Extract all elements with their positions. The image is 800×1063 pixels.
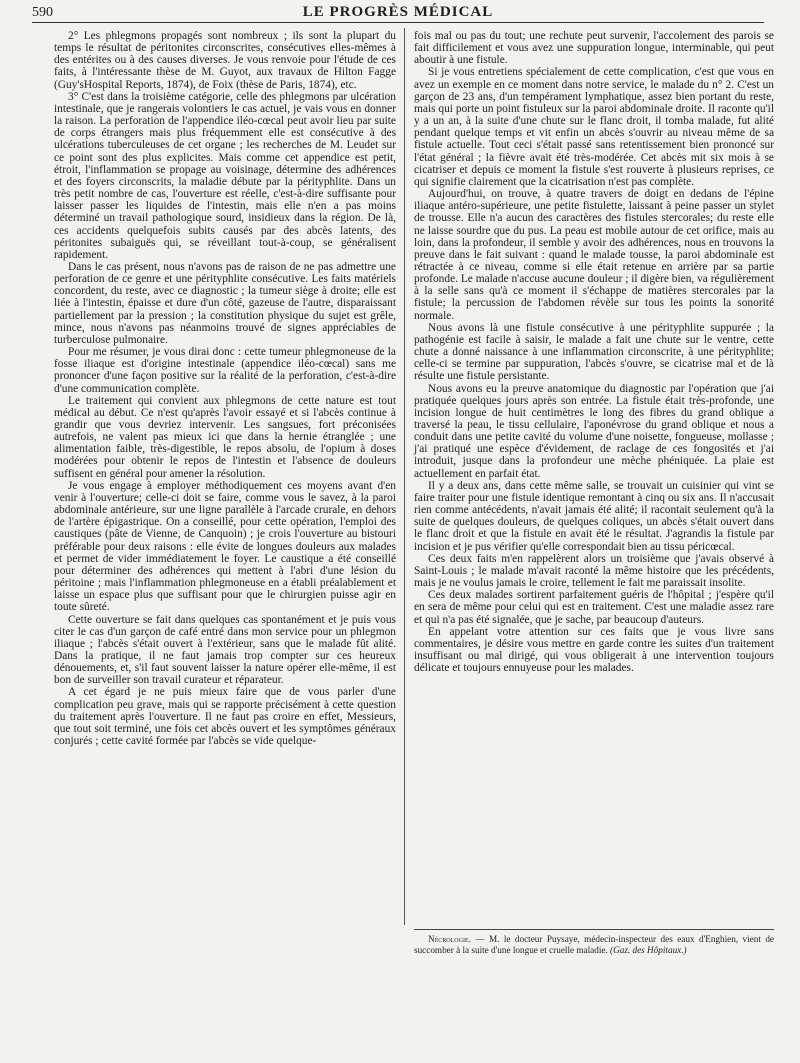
left-column	[54, 30, 396, 747]
paragraph: Nous avons là une fistule consécutive à une pérityphlite suppurée ; la pathogénie est facile à saisir, le malade a fait une chute sur le ventre, cette chute a donné naissance à une inflammation circonscrite, à une pérityphlite; celle-ci se termine par suppuration, l'abcès s'ouvre, se cicatrise mal et de là résulte une fistule persistante.	[414, 321, 774, 383]
right-column	[414, 30, 774, 674]
paragraph: fois mal ou pas du tout; une rechute peut survenir, l'accolement des parois se fait difficilement et vous avez une suppuration longue, interminable, qui peut aboutir à une fistule.	[414, 30, 774, 67]
paragraph: Ces deux faits m'en rappelèrent alors un troisième que j'avais observé à Saint-Louis ; le malade m'avait raconté la même histoire que les précédents, mais je ne voulus jamais le croire, tellement le fait me paraissait insolite.	[414, 552, 774, 590]
paragraph: 3° C'est dans la troisième catégorie, celle des phlegmons par ulcération intestinale, que je rangerais volontiers le cas actuel, je vais vous en donner la raison. La perforation de l'appendice iléo-cœcal peut avoir lieu par suite de corps étrangers mais plus fréquemment elle est consécutive à des ulcérations tuberculeuses de cet organe ; les recherches de M. Leudet sur ce point sont des plus explicites. Mais comme cet appendice est petit, étroit, l'inflammation se propage au voisinage, détermine des adhérences et des foyers circonscrits, la maladie débute par la pérityphlite. Dans un très petit nombre de cas, l'ouverture est réelle, c'est-à-dire suffisante pour laisser passer les liquides de l'intestin, mais elle n'en a pas moins déterminé un travail pathologique sourd, insidieux dans la région. De là, ces accidents quelquefois subits causés par des abcès latents, des péritonites subaiguës qui, se réveillant tout-à-coup, se généralisent rapidement.	[54, 90, 396, 261]
paragraph: Si je vous entretiens spécialement de cette complication, c'est que vous en avez un exemple en ce moment dans notre service, le malade du n° 2. C'est un garçon de 23 ans, d'un tempérament lymphatique, assez bien portant du reste, mais qui porte un point fistuleux sur la paroi abdominale droite. Il raconte qu'il y a un an, à la suite d'une chute sur le flanc droit, il tomba malade, fut alité pendant quelque temps et vit enfin un abcès s'ouvrir au niveau même de sa fistule actuelle. Tout ceci s'était passé sans retentissement bien prononcé sur l'état général ; la fièvre avait été très-modérée. Cet abcès mit six mois à se cicatriser et depuis ce moment la fistule s'est rouverte à plusieurs reprises, ce qui signifie clairement que la cicatrisation n'est pas complète.	[414, 66, 774, 188]
paragraph: A cet égard je ne puis mieux faire que de vous parler d'une complication peu grave, mais qui se rapporte précisément à cette question du traitement après l'ouverture. Il ne faut pas croire en effet, Messieurs, que tout soit terminé, une fois cet abcès ouvert et les symptômes généraux conjurés ; cette cavité formée par l'abcès se vide quelque-	[54, 686, 396, 748]
paragraph: Nous avons eu la preuve anatomique du diagnostic par l'opération que j'ai pratiquée quelques jours après son entrée. La fistule était très-profonde, une incision longue de huit centimètres le long des fibres du grand oblique a traversé la peau, le tissu cellulaire, l'aponévrose du grand oblique et nous a conduit dans une petite cavité du volume d'une noisette, fongueuse, mollasse ; j'ai pratiqué une espèce d'évidement, de raclage de ces fongosités et j'ai introduit, jusque dans la profondeur une mèche phéniquée. La plaie est actuellement en parfait état.	[414, 382, 774, 480]
section-divider	[414, 929, 774, 930]
journal-title: LE PROGRÈS MÉDICAL	[302, 4, 494, 20]
paragraph: En appelant votre attention sur ces faits que je vous livre sans commentaires, je désire vous mettre en garde contre les suites d'un traitement insuffisant ou mal dirigé, qui vous obligerait à une intervention toujours délicate et toujours ennuyeuse pour les malades.	[414, 625, 774, 675]
paragraph: Cette ouverture se fait dans quelques cas spontanément et je puis vous citer le cas d'un garçon de café entré dans mon service pour un phlegmon iliaque ; l'abcès s'était ouvert à l'extérieur, sans que le malade fût alité. Dans la pratique, il ne faut jamais trop compter sur ces heureux dénouements, et, s'il faut souvent laisser la nature opérer elle-même, il est bon de surveiller son travail curateur et réparateur.	[54, 613, 396, 687]
necrology-note	[414, 934, 774, 956]
column-divider	[404, 28, 405, 925]
paragraph: Aujourd'hui, on trouve, à quatre travers de doigt en dedans de l'épine iliaque antéro-supérieure, une petite fistulette, laissant à peine passer un stylet de trousse. Elle n'a aucun des caractères des fistules stercorales; du reste elle ne laisse sourdre que du pus. La peau est mobile autour de cet orifice, mais au loin, dans la profondeur, il semble y avoir des adhérences, nous en trouvons la preuve dans le fait suivant : quand le malade tousse, la paroi abdominale est rétractée à ce niveau, comme si elle était retenue en arrière par sa partie profonde. Le malade n'accuse aucune douleur ; il digère bien, va régulièrement à la selle sans qu'à ce moment il s'échappe de matières stercorales par la fistule; la percussion de l'abdomen révèle sur tous les points la sonorité normale.	[414, 188, 774, 322]
paragraph: Pour me résumer, je vous dirai donc : cette tumeur phlegmoneuse de la fosse iliaque est d'origine intestinale (appendice iléo-cœcal) sans me prononcer d'une façon positive sur la réalité de la perforation, c'est-à-dire d'une communication complète.	[54, 346, 396, 395]
paragraph: Dans le cas présent, nous n'avons pas de raison de ne pas admettre une perforation de ce genre et une pérityphlite consécutive. Les faits matériels concordent, du reste, avec ce diagnostic ; la tumeur siège à droite; elle est liée à l'intestin, épaisse et dure d'un côté, gazeuse de l'autre, disparaissant partiellement par la pression ; la constitution physique du sujet est grêle, mince, nous n'avons pas néanmoins trouvé de signes appréciables de turberculose pulmonaire.	[54, 260, 396, 346]
page-header	[32, 4, 764, 23]
paragraph: Il y a deux ans, dans cette même salle, se trouvait un cuisinier qui vint se faire traiter pour une fistule identique remontant à cinq ou six ans. Il n'accusait rien comme antécédents, n'avait jamais été alité; il racontait seulement qu'à la suite de quelques douleurs, de quelques coliques, un abcès s'était ouvert dans le flanc droit et que la fistule en avait été le résultat. J'agrandis la fistule par incision et je pus vérifier qu'elle correspondait bien au tissu péricœcal.	[414, 479, 774, 553]
paragraph: 2° Les phlegmons propagés sont nombreux ; ils sont la plupart du temps le résultat de péritonites circonscrites, consécutives elles-mêmes à des entérites ou à des causes diverses. Je vous renvoie pour l'étude de ces faits, à l'intéressante thèse de M. Guyot, aux travaux de Hilton Fagge (Guy'sHospital Reports, 1874), de Foix (thèse de Paris, 1874), etc.	[54, 30, 396, 91]
necrology-source: (Gaz. des Hôpitaux.)	[610, 945, 687, 955]
necrology-label: Nécrologie.	[428, 934, 471, 944]
paragraph: Je vous engage à employer méthodiquement ces moyens avant d'en venir à l'ouverture; celle-ci doit se faire, comme vous le savez, à la paroi abdominale antérieure, sur une ligne parallèle à l'arcade crurale, en dehors de l'artère épigastrique. On a conseillé, pour cette opération, l'emploi des caustiques (pâte de Vienne, de Canquoin) ; je crois l'ouverture au bistouri préférable pour deux raisons : elle évite de longues douleurs aux malades et permet de vider immédiatement le foyer. Le caustique a été conseillé pour déterminer des adhérences qui mettent à l'abri d'une lésion du péritoine ; mais l'inflammation phlegmoneuse en a établi préalablement et laisse un espace plus que suffisant pour que le chirurgien puisse agir en toute sûreté.	[54, 479, 396, 614]
paragraph: Le traitement qui convient aux phlegmons de cette nature est tout médical au début. Ce n'est qu'après l'avoir essayé et si l'abcès continue à grandir que vous devriez intervenir. Les sangsues, fort préconisées autrefois, ne valent pas mieux ici que dans la hernie étranglée ; une alimentation faible, très-digestible, le repos absolu, de l'opium à doses modérées pour obtenir le repos de l'intestin et l'absence de douleurs suffisent en général pour amener la résolution.	[54, 394, 396, 480]
page-number: 590	[32, 5, 53, 20]
necrology-paragraph	[414, 934, 774, 956]
necrology-text: — M. le docteur Puysaye, médecin-inspecteur des eaux d'Enghien, vient de succomber à la suite d'une longue et cruelle maladie.	[414, 934, 774, 955]
paragraph: Ces deux malades sortirent parfaitement guéris de l'hôpital ; j'espère qu'il en sera de même pour celui qui est en traitement. C'est une maladie assez rare et qui n'a pas été signalée, que je sache, par beaucoup d'auteurs.	[414, 589, 774, 626]
